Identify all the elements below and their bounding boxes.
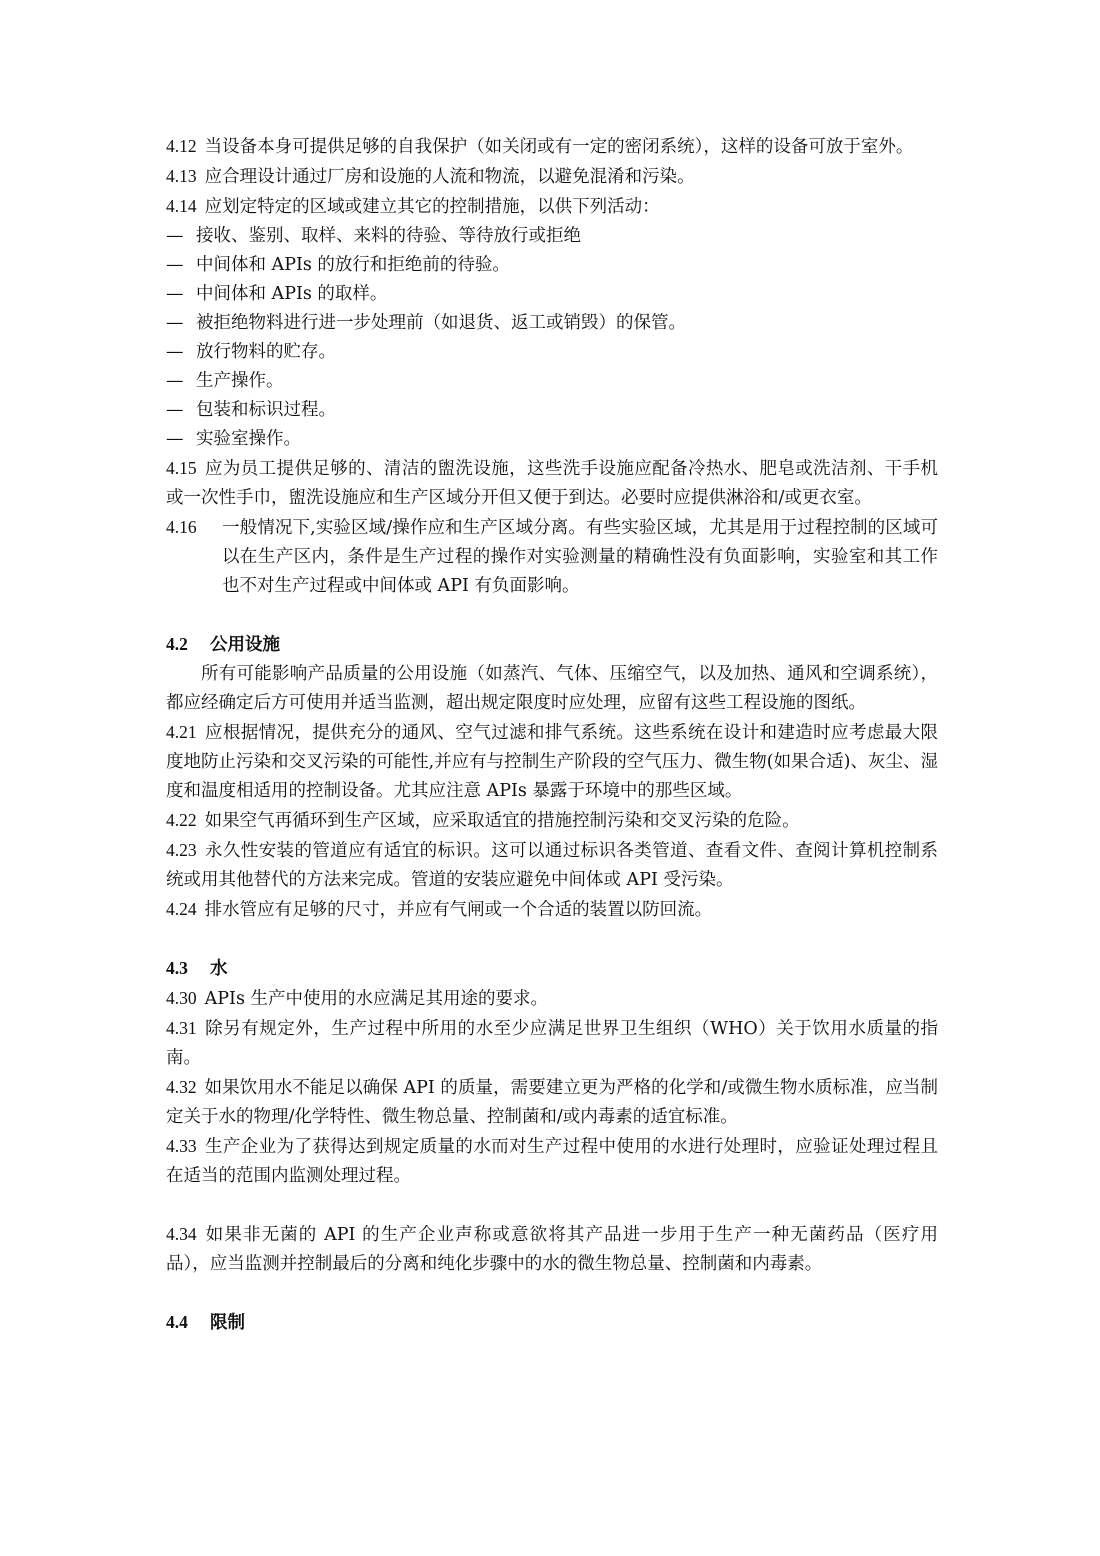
dash-marker: — — [166, 371, 184, 391]
clause-4-16 — [166, 513, 938, 601]
clause-number: 4.32 — [166, 1077, 197, 1097]
section-heading-4-3 — [166, 954, 938, 984]
clause-text: 一般情况下,实验区域/操作应和生产区域分离。有些实验区域，尤其是用于过程控制的区域可以在生产区内，条件是生产过程的操作对实验测量的精确性没有负面影响，实验室和其工作也不对生产过程或中间体或 API 有负面影响。 — [222, 518, 938, 596]
clause-number: 4.16 — [166, 517, 197, 537]
clause-number: 4.33 — [166, 1136, 197, 1156]
clause-number: 4.12 — [166, 136, 197, 156]
section-number: 4.4 — [166, 1312, 188, 1332]
clause-text: 应为员工提供足够的、清洁的盥洗设施，这些洗手设施应配备冷热水、肥皂或洗洁剂、干手机或一次性手巾，盥洗设施应和生产区域分开但又便于到达。必要时应提供淋浴和/或更衣室。 — [166, 459, 938, 508]
clause-number: 4.22 — [166, 810, 197, 830]
clause-number: 4.24 — [166, 899, 197, 919]
clause-text: 生产企业为了获得达到规定质量的水而对生产过程中使用的水进行处理时，应验证处理过程且在适当的范围内监测处理过程。 — [166, 1137, 938, 1186]
list-item-text: 中间体和 APIs 的取样。 — [196, 284, 388, 304]
list-item-text: 实验室操作。 — [196, 429, 301, 449]
clause-number: 4.23 — [166, 840, 197, 860]
clause-number: 4.14 — [166, 196, 197, 216]
dash-marker: — — [166, 255, 184, 275]
list-item — [166, 280, 938, 309]
clause-text: 永久性安装的管道应有适宜的标识。这可以通过标识各类管道、查看文件、查阅计算机控制系统或用其他替代的方法来完成。管道的安装应避免中间体或 API 受污染。 — [166, 841, 938, 890]
section-number: 4.3 — [166, 958, 188, 978]
list-item-text: 放行物料的贮存。 — [196, 342, 336, 362]
spacer — [166, 1191, 938, 1220]
clause-text: 应划定特定的区域或建立其它的控制措施，以供下列活动： — [204, 197, 660, 217]
clause-4-14 — [166, 192, 938, 222]
document-page — [166, 132, 938, 1338]
list-item-text: 生产操作。 — [196, 371, 284, 391]
list-item — [166, 367, 938, 396]
clause-text: 如果饮用水不能足以确保 API 的质量，需要建立更为严格的化学和/或微生物水质标准，应当制定关于水的物理/化学特性、微生物总量、控制菌和/或内毒素的适宜标准。 — [166, 1078, 938, 1127]
section-intro: 所有可能影响产品质量的公用设施（如蒸汽、气体、压缩空气，以及加热、通风和空调系统），都应经确定后方可使用并适当监测，超出规定限度时应处理，应留有这些工程设施的图纸。 — [166, 664, 938, 713]
list-item — [166, 222, 938, 251]
clause-4-24 — [166, 895, 938, 925]
clause-number: 4.30 — [166, 988, 197, 1008]
dash-marker: — — [166, 342, 184, 362]
section-heading-4-4 — [166, 1308, 938, 1338]
dash-marker: — — [166, 313, 184, 333]
clause-text: 除另有规定外，生产过程中所用的水至少应满足世界卫生组织（WHO）关于饮用水质量的指南。 — [166, 1019, 938, 1068]
section-title: 限制 — [210, 1313, 245, 1333]
clause-4-34 — [166, 1220, 938, 1279]
clause-number: 4.15 — [166, 458, 197, 478]
clause-number: 4.21 — [166, 722, 197, 742]
clause-text: 如果空气再循环到生产区域，应采取适宜的措施控制污染和交叉污染的危险。 — [204, 811, 800, 831]
clause-4-33 — [166, 1132, 938, 1191]
clause-text: APIs 生产中使用的水应满足其用途的要求。 — [204, 989, 548, 1009]
clause-number: 4.13 — [166, 166, 197, 186]
spacer — [166, 601, 938, 630]
clause-text: 应合理设计通过厂房和设施的人流和物流，以避免混淆和污染。 — [204, 167, 695, 187]
dash-marker: — — [166, 284, 184, 304]
list-item — [166, 396, 938, 425]
clause-number: 4.34 — [166, 1224, 197, 1244]
clause-4-13 — [166, 162, 938, 192]
list-item-text: 接收、鉴别、取样、来料的待验、等待放行或拒绝 — [196, 226, 581, 246]
section-number: 4.2 — [166, 634, 188, 654]
section-title: 公用设施 — [210, 635, 280, 655]
list-item-text: 包装和标识过程。 — [196, 400, 336, 420]
clause-4-22 — [166, 806, 938, 836]
section-heading-4-2 — [166, 630, 938, 660]
section-title: 水 — [210, 959, 228, 979]
list-item — [166, 338, 938, 367]
dash-marker: — — [166, 400, 184, 420]
dash-marker: — — [166, 226, 184, 246]
clause-number: 4.31 — [166, 1018, 197, 1038]
list-item-text: 被拒绝物料进行进一步处理前（如退货、返工或销毁）的保管。 — [196, 313, 686, 333]
clause-text: 如果非无菌的 API 的生产企业声称或意欲将其产品进一步用于生产一种无菌药品（医疗用品），应当监测并控制最后的分离和纯化步骤中的水的微生物总量、控制菌和内毒素。 — [166, 1225, 938, 1274]
clause-text: 当设备本身可提供足够的自我保护（如关闭或有一定的密闭系统），这样的设备可放于室外。 — [204, 137, 914, 157]
list-item-text: 中间体和 APIs 的放行和拒绝前的待验。 — [196, 255, 510, 275]
clause-4-21 — [166, 718, 938, 806]
clause-4-32 — [166, 1073, 938, 1132]
list-item — [166, 425, 938, 454]
clause-4-23 — [166, 836, 938, 895]
list-item — [166, 251, 938, 280]
clause-text: 排水管应有足够的尺寸，并应有气闸或一个合适的装置以防回流。 — [204, 900, 713, 920]
clause-4-12 — [166, 132, 938, 162]
spacer — [166, 1279, 938, 1308]
clause-text: 应根据情况，提供充分的通风、空气过滤和排气系统。这些系统在设计和建造时应考虑最大限度地防止污染和交叉污染的可能性,并应有与控制生产阶段的空气压力、微生物(如果合适)、灰尘、湿度和温度相适用的控制设备。尤其应注意 APIs 暴露于环境中的那些区域。 — [166, 723, 938, 801]
spacer — [166, 925, 938, 954]
clause-4-31 — [166, 1014, 938, 1073]
list-item — [166, 309, 938, 338]
dash-marker: — — [166, 429, 184, 449]
clause-4-15 — [166, 454, 938, 513]
clause-4-30 — [166, 984, 938, 1014]
